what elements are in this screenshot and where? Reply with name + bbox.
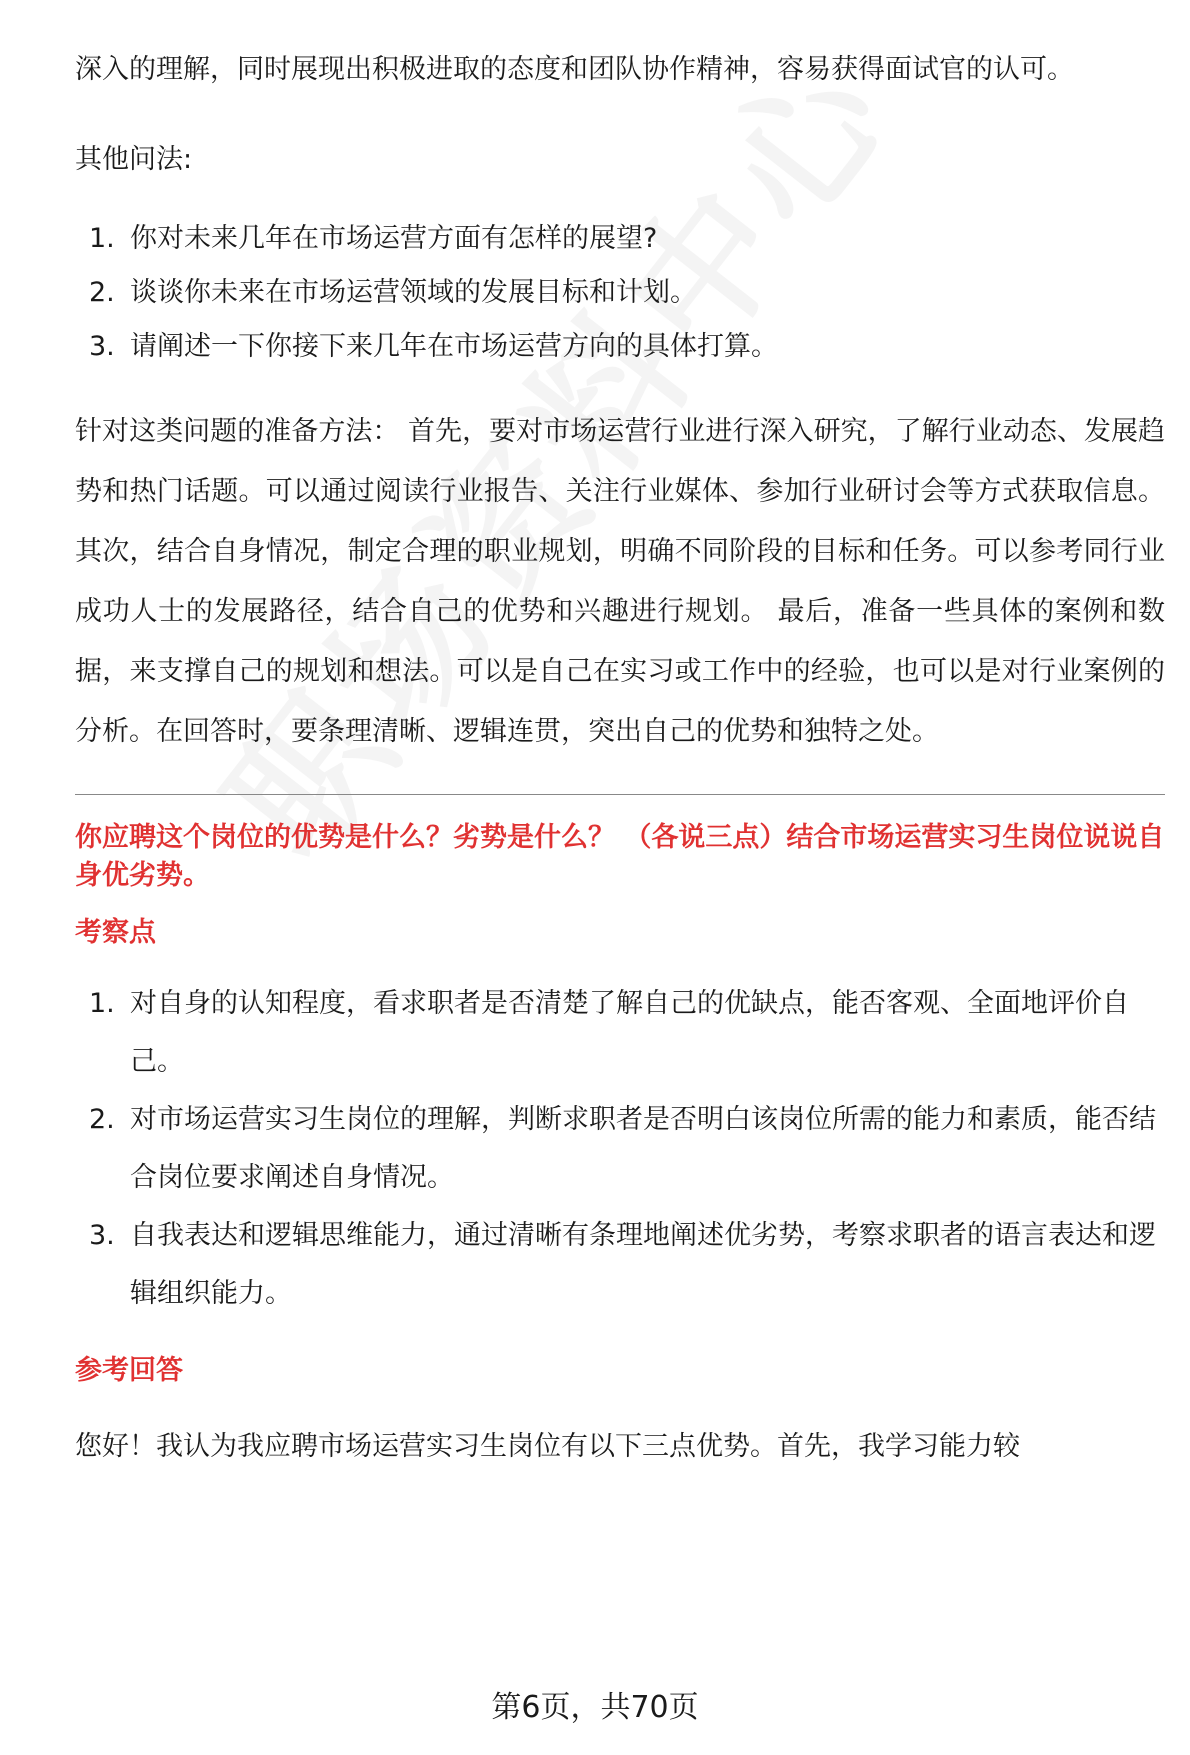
list-item xyxy=(75,212,1165,266)
list-item-text: 自我表达和逻辑思维能力，通过清晰有条理地阐述优劣势，考察求职者的语言表达和逻辑组织能力。 xyxy=(130,1220,1156,1309)
list-item-text: 你对未来几年在市场运营方面有怎样的展望? xyxy=(130,223,658,254)
list-item xyxy=(75,266,1165,320)
list-item-number: 1. xyxy=(89,223,115,254)
assessment-points-list xyxy=(75,975,1165,1323)
list-item xyxy=(75,1207,1165,1323)
list-item-number: 3. xyxy=(89,1220,115,1251)
list-item-text: 请阐述一下你接下来几年在市场运营方向的具体打算。 xyxy=(130,331,778,362)
section-divider xyxy=(75,794,1165,795)
other-questions-list xyxy=(75,212,1165,374)
top-paragraph: 深入的理解，同时展现出积极进取的态度和团队协作精神，容易获得面试官的认可。 xyxy=(75,54,1074,85)
list-item-text: 谈谈你未来在市场运营领域的发展目标和计划。 xyxy=(130,277,697,308)
list-item-number: 2. xyxy=(89,1104,115,1135)
reference-label: 参考回答 xyxy=(75,1355,183,1386)
prep-paragraph: 针对这类问题的准备方法： 首先，要对市场运营行业进行深入研究，了解行业动态、发展趋势和热门话题。可以通过阅读行业报告、关注行业媒体、参加行业研讨会等方式获取信息。 其次，结合自身情况，制定合理的职业规划，明确不同阶段的目标和任务。可以参考同行业成功人士的发展路径，结合自己的优势和兴趣进行规划。 最后，准备一些具体的案例和数据，来支撑自己的规划和想法。可以是自己在实习或工作中的经验，也可以是对行业案例的分析。在回答时，要条理清晰、逻辑连贯，突出自己的优势和独特之处。 xyxy=(75,416,1165,747)
other-questions-label: 其他问法: xyxy=(75,144,193,175)
list-item xyxy=(75,320,1165,374)
assessment-label: 考察点 xyxy=(75,917,156,948)
list-item-number: 1. xyxy=(89,988,115,1019)
list-item-text: 对自身的认知程度，看求职者是否清楚了解自己的优缺点，能否客观、全面地评价自己。 xyxy=(130,988,1129,1077)
page-footer: 第6页，共70页 xyxy=(491,1690,699,1725)
list-item xyxy=(75,1091,1165,1207)
list-item-number: 2. xyxy=(89,277,115,308)
question-heading: 你应聘这个岗位的优势是什么？劣势是什么？ （各说三点）结合市场运营实习生岗位说说自身优劣势。 xyxy=(75,822,1165,891)
page-content xyxy=(75,40,1165,1477)
reference-answer: 您好！我认为我应聘市场运营实习生岗位有以下三点优势。首先，我学习能力较 xyxy=(75,1431,1020,1462)
list-item xyxy=(75,975,1165,1091)
list-item-number: 3. xyxy=(89,331,115,362)
list-item-text: 对市场运营实习生岗位的理解，判断求职者是否明白该岗位所需的能力和素质，能否结合岗位要求阐述自身情况。 xyxy=(130,1104,1156,1193)
